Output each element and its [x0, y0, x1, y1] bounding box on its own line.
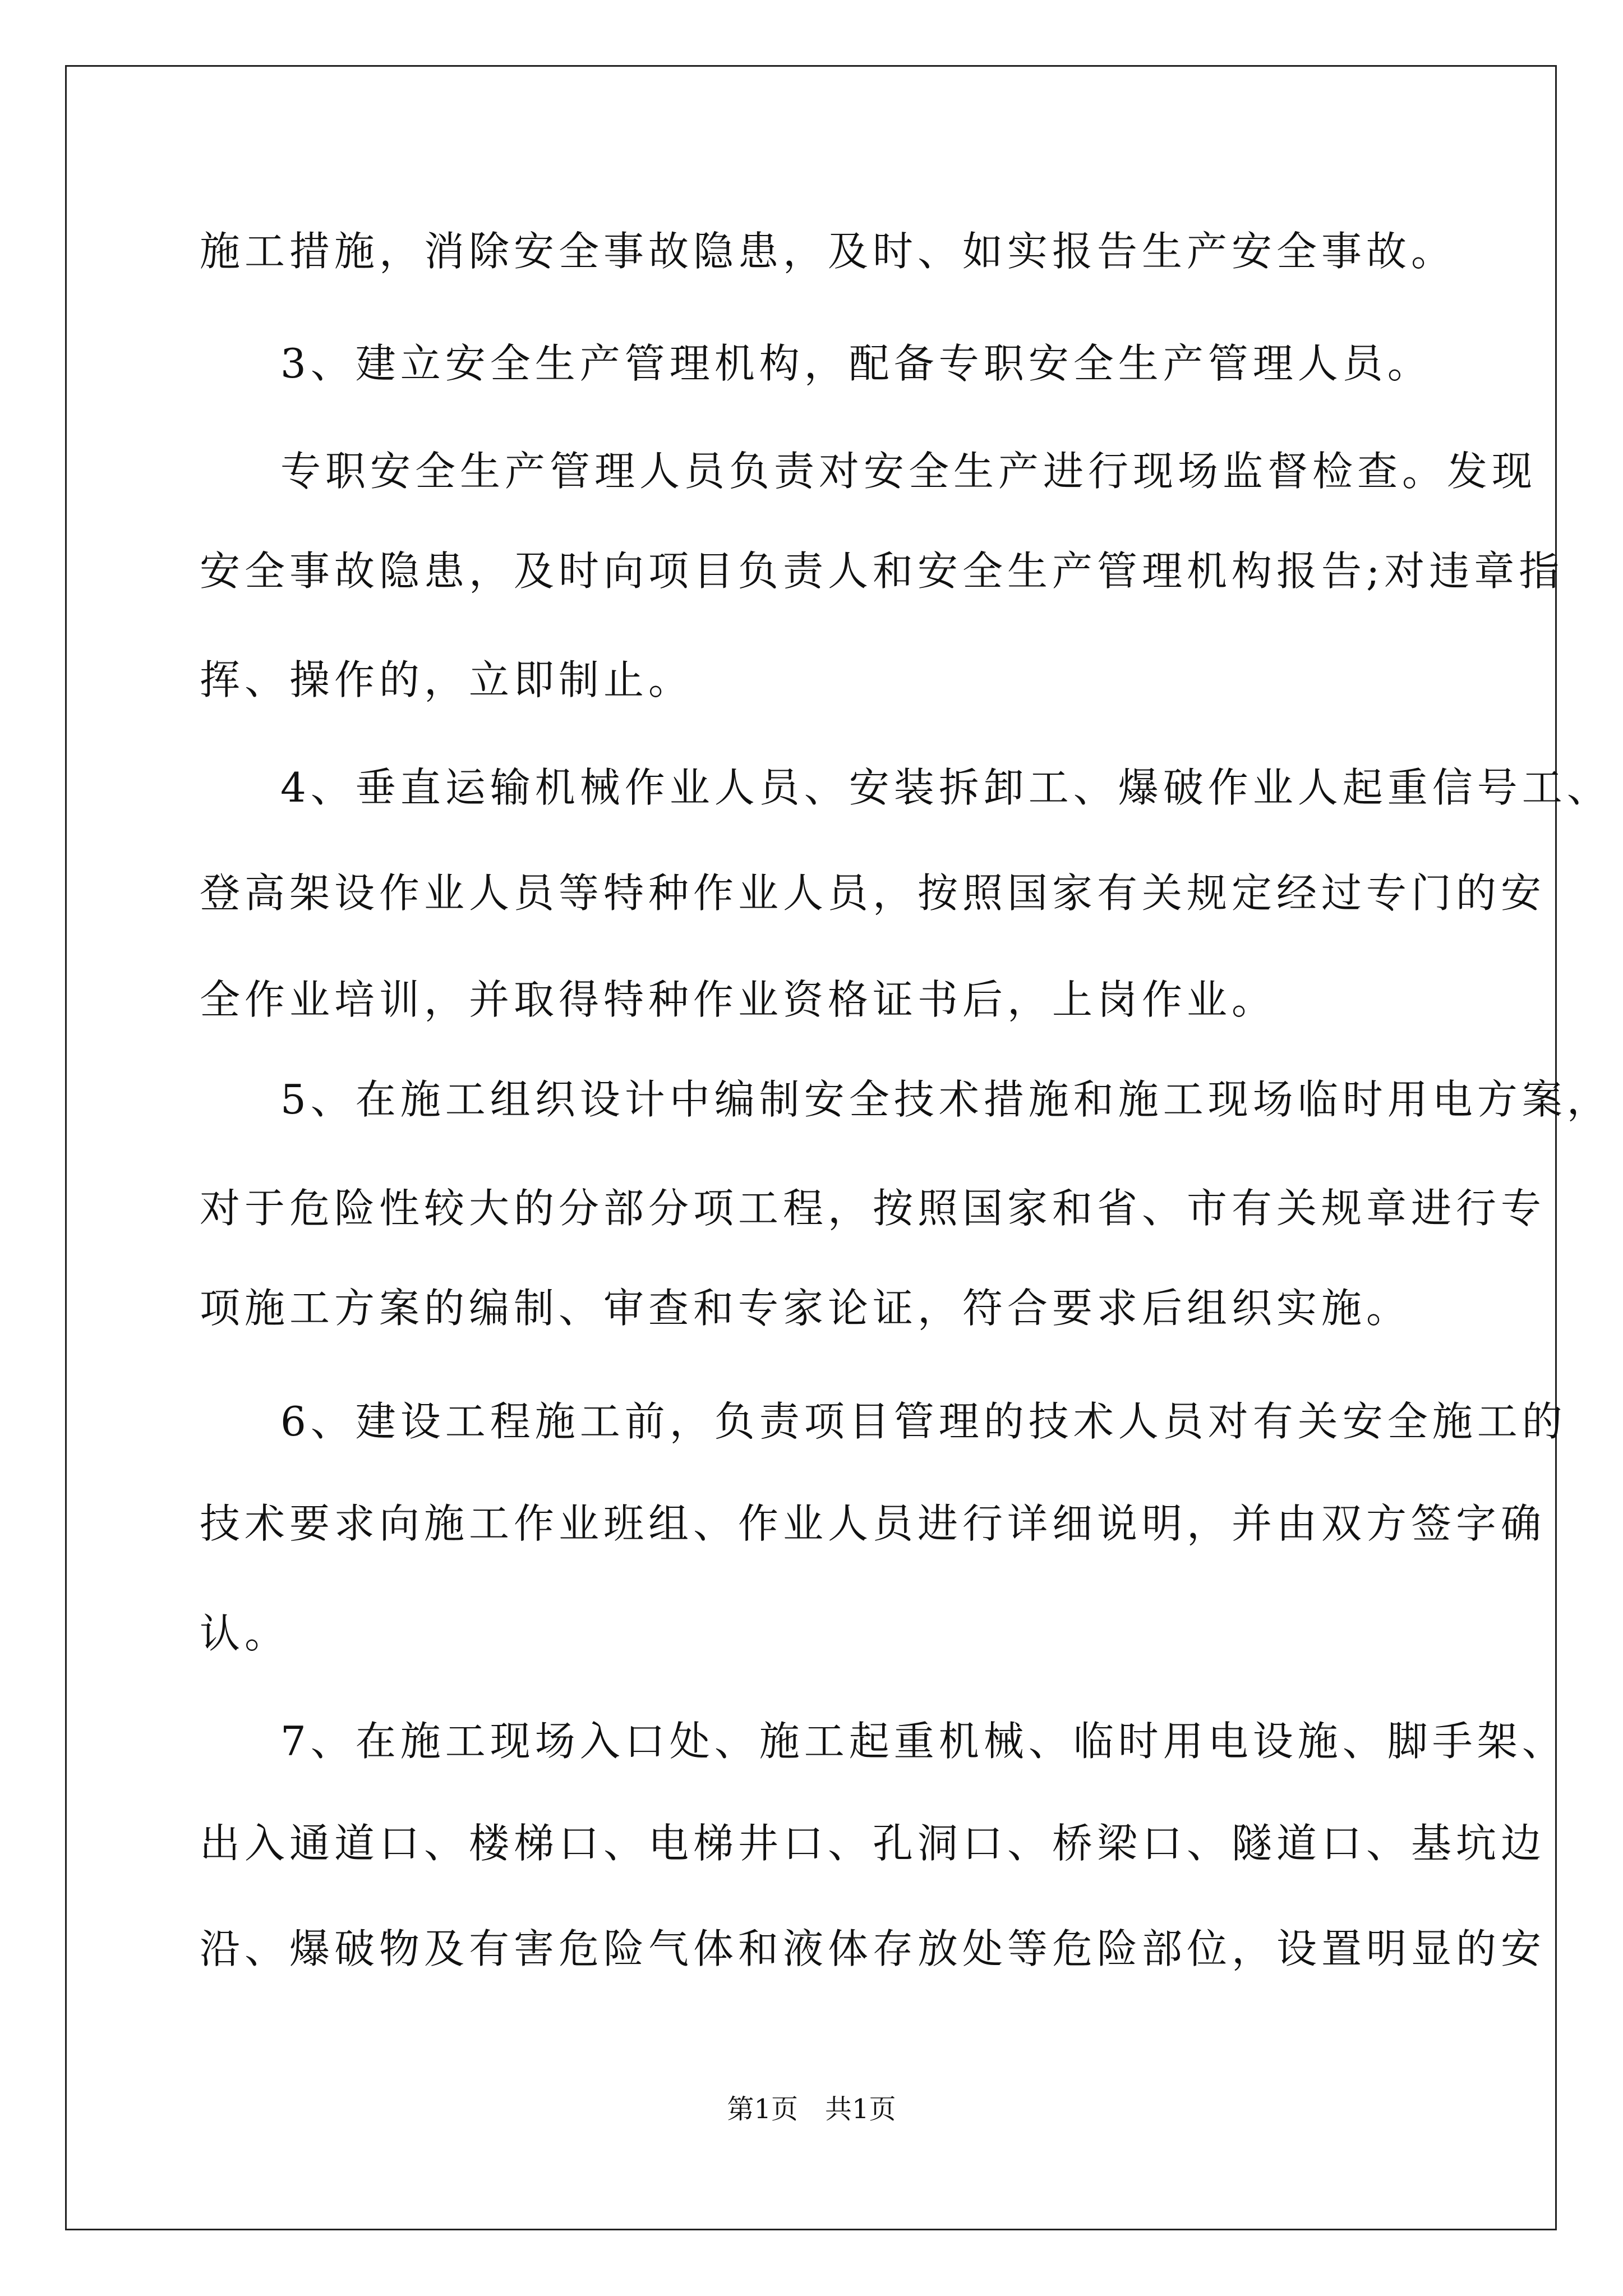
text-line: 项施工方案的编制、审查和专家论证，符合要求后组织实施。	[200, 1285, 1412, 1332]
text-line: 专职安全生产管理人员负责对安全生产进行现场监督检查。发现	[280, 448, 1537, 495]
text-line: 4、垂直运输机械作业人员、安装拆卸工、爆破作业人起重信号工、	[280, 764, 1612, 811]
text-line: 7、在施工现场入口处、施工起重机械、临时用电设施、脚手架、	[280, 1718, 1567, 1765]
text-line: 挥、操作的，立即制止。	[200, 656, 694, 703]
text-line: 认。	[200, 1610, 290, 1657]
text-line: 登高架设作业人员等特种作业人员，按照国家有关规定经过专门的安	[200, 869, 1546, 917]
text-line: 施工措施，消除安全事故隐患，及时、如实报告生产安全事故。	[200, 228, 1456, 275]
page-footer: 第1页 共1页	[727, 2093, 896, 2125]
text-line: 6、建设工程施工前，负责项目管理的技术人员对有关安全施工的	[280, 1398, 1567, 1445]
text-line: 全作业培训，并取得特种作业资格证书后，上岗作业。	[200, 976, 1277, 1023]
text-line: 3、建立安全生产管理机构，配备专职安全生产管理人员。	[280, 340, 1432, 387]
text-line: 沿、爆破物及有害危险气体和液体存放处等危险部位，设置明显的安	[200, 1925, 1546, 1972]
text-line: 对于危险性较大的分部分项工程，按照国家和省、市有关规章进行专	[200, 1185, 1546, 1232]
text-line: 技术要求向施工作业班组、作业人员进行详细说明，并由双方签字确	[200, 1500, 1546, 1547]
text-line: 安全事故隐患，及时向项目负责人和安全生产管理机构报告;对违章指	[200, 547, 1564, 595]
text-line: 出入通道口、楼梯口、电梯井口、孔洞口、桥梁口、隧道口、基坑边	[200, 1820, 1546, 1867]
text-line: 5、在施工组织设计中编制安全技术措施和施工现场临时用电方案，	[280, 1076, 1612, 1123]
